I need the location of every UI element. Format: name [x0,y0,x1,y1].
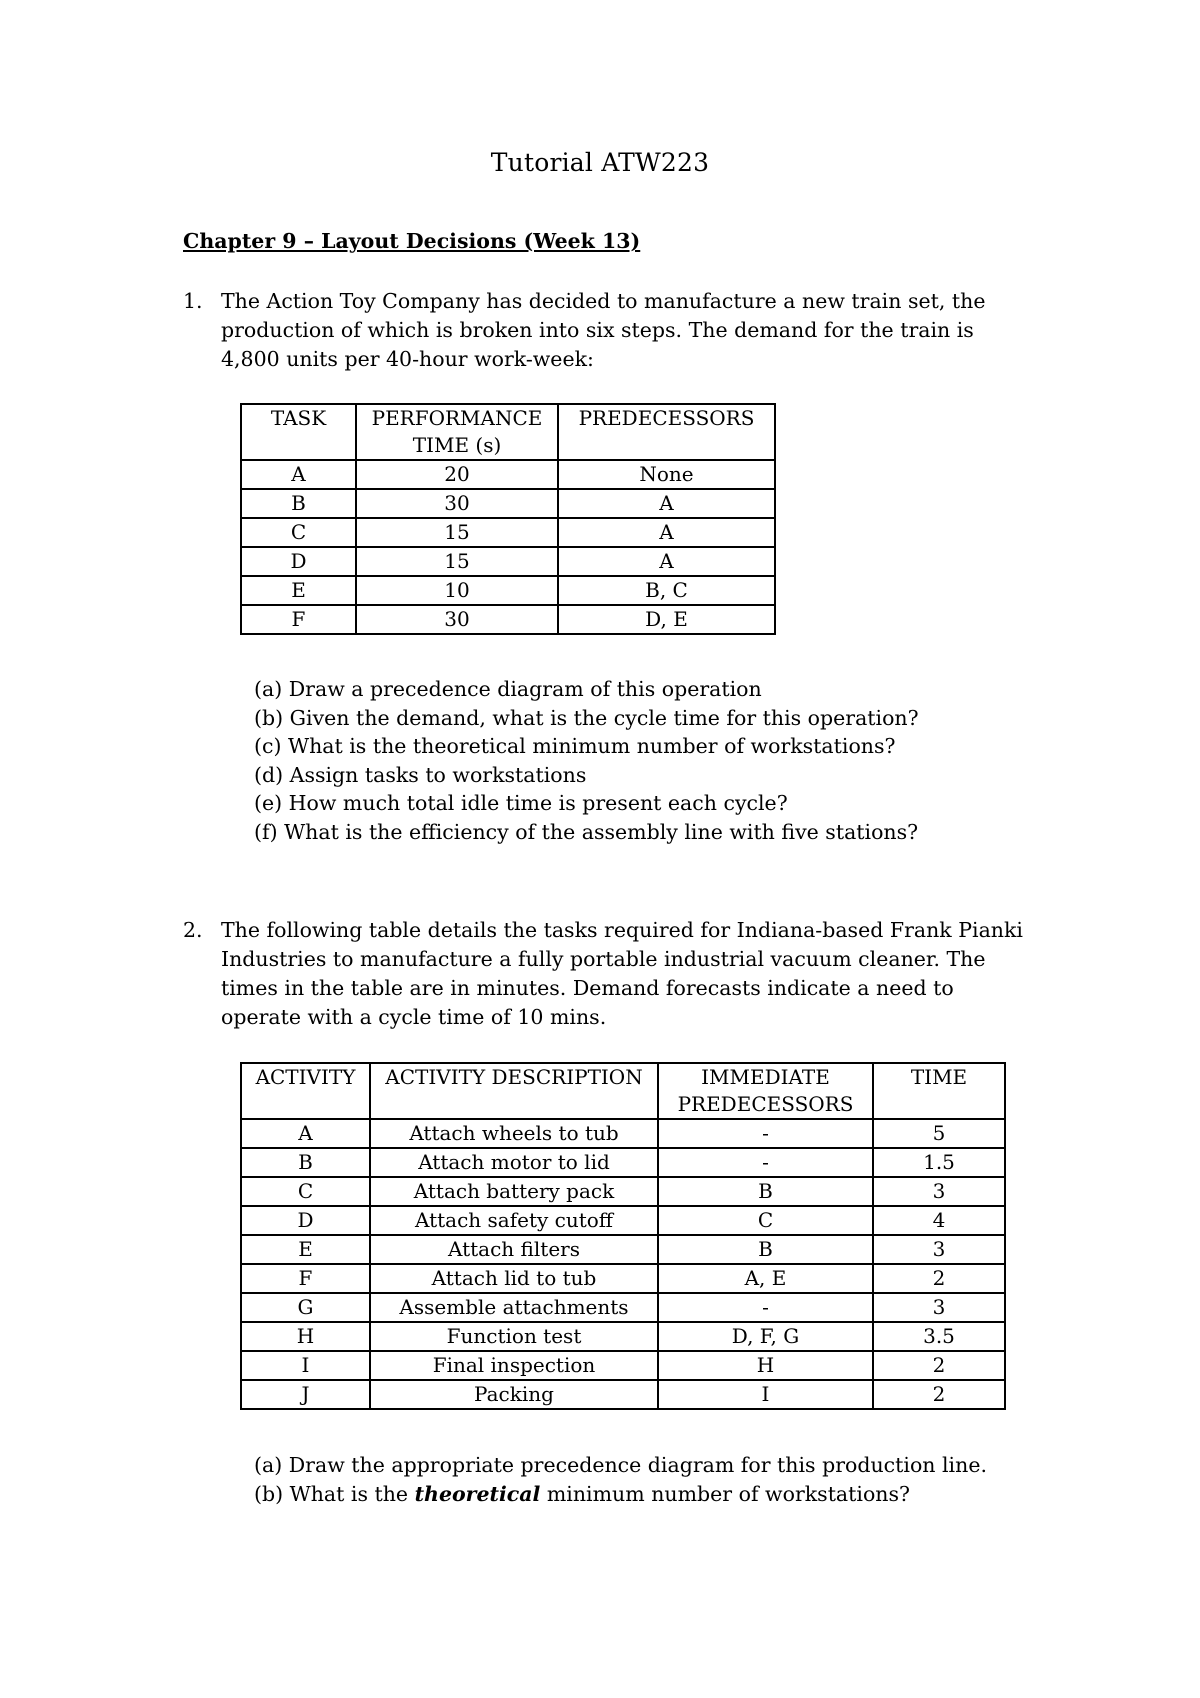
header-activity: ACTIVITY [241,1063,370,1119]
cell-predecessors: A [558,547,775,576]
cell-time: 2 [873,1380,1005,1409]
cell-time: 2 [873,1264,1005,1293]
table-row [241,518,775,547]
table-row [241,1380,1005,1409]
cell-description: Function test [370,1322,658,1351]
cell-description: Packing [370,1380,658,1409]
cell-description: Final inspection [370,1351,658,1380]
cell-description: Attach lid to tub [370,1264,658,1293]
cell-time: 3 [873,1177,1005,1206]
cell-predecessors: D, E [558,605,775,634]
cell-description: Attach wheels to tub [370,1119,658,1148]
question-1-number: 1. [183,289,203,313]
cell-time: 1.5 [873,1148,1005,1177]
cell-predecessors: - [658,1119,873,1148]
cell-predecessors: None [558,460,775,489]
cell-time: 3.5 [873,1322,1005,1351]
question-1-line: production of which is broken into six steps. The demand for the train is [221,318,974,342]
question-2-text [221,916,1023,1032]
table-row [241,1264,1005,1293]
subquestion: (c) What is the theoretical minimum number of workstations? [254,734,896,758]
table-row [241,1351,1005,1380]
cell-time: 30 [356,489,558,518]
activity-table [240,1062,1006,1410]
subquestion-text: minimum number of workstations? [540,1481,910,1506]
header-task: TASK [241,404,356,460]
subquestion-text: (b) What is the [254,1481,415,1506]
cell-activity: I [241,1351,370,1380]
subquestion [254,1480,987,1509]
cell-task: B [241,489,356,518]
cell-activity: B [241,1148,370,1177]
question-1-line: 4,800 units per 40-hour work-week: [221,347,594,371]
cell-time: 2 [873,1351,1005,1380]
cell-activity: H [241,1322,370,1351]
cell-activity: F [241,1264,370,1293]
subquestion: (a) Draw a precedence diagram of this operation [254,677,762,701]
cell-predecessors: C [658,1206,873,1235]
table-row [241,460,775,489]
cell-predecessors: A [558,489,775,518]
cell-predecessors: B [658,1235,873,1264]
question-2-line: operate with a cycle time of 10 mins. [221,1005,607,1029]
question-2-line: The following table details the tasks required for Indiana-based Frank Pianki [221,918,1023,942]
question-1-subquestions [254,675,919,846]
subquestion: (b) Given the demand, what is the cycle time for this operation? [254,705,919,730]
cell-predecessors: I [658,1380,873,1409]
chapter-heading: Chapter 9 – Layout Decisions (Week 13) [183,229,641,253]
cell-task: C [241,518,356,547]
header-time: TIME [873,1063,1005,1119]
cell-activity: A [241,1119,370,1148]
cell-activity: J [241,1380,370,1409]
cell-description: Attach battery pack [370,1177,658,1206]
cell-description: Assemble attachments [370,1293,658,1322]
question-2-subquestions [254,1451,987,1508]
cell-predecessors: H [658,1351,873,1380]
table-row [241,605,775,634]
cell-predecessors: - [658,1148,873,1177]
cell-task: D [241,547,356,576]
cell-time: 10 [356,576,558,605]
cell-activity: D [241,1206,370,1235]
task-table-header-row [241,404,775,460]
cell-description: Attach filters [370,1235,658,1264]
table-row [241,1235,1005,1264]
table-row [241,547,775,576]
subquestion: (e) How much total idle time is present each cycle? [254,791,788,815]
cell-time: 20 [356,460,558,489]
question-1-text [221,287,985,374]
cell-description: Attach safety cutoff [370,1206,658,1235]
header-performance-time: PERFORMANCE TIME (s) [356,404,558,460]
cell-predecessors: B, C [558,576,775,605]
table-row [241,1177,1005,1206]
question-2-number: 2. [183,918,203,942]
question-2-line: Industries to manufacture a fully portable industrial vacuum cleaner. The [221,947,986,971]
question-2-line: times in the table are in minutes. Demand forecasts indicate a need to [221,976,954,1000]
cell-predecessors: D, F, G [658,1322,873,1351]
cell-task: A [241,460,356,489]
subquestion: (d) Assign tasks to workstations [254,762,587,787]
table-row [241,1119,1005,1148]
cell-predecessors: - [658,1293,873,1322]
activity-table-header-row [241,1063,1005,1119]
header-immediate-predecessors: IMMEDIATE PREDECESSORS [658,1063,873,1119]
task-table [240,403,776,635]
question-1-line: The Action Toy Company has decided to manufacture a new train set, the [221,289,986,313]
subquestion-emphasis: theoretical [414,1481,541,1506]
table-row [241,489,775,518]
subquestion: (a) Draw the appropriate precedence diagram for this production line. [254,1453,987,1477]
cell-time: 5 [873,1119,1005,1148]
cell-time: 15 [356,518,558,547]
cell-time: 3 [873,1235,1005,1264]
cell-description: Attach motor to lid [370,1148,658,1177]
cell-predecessors: A [558,518,775,547]
header-activity-description: ACTIVITY DESCRIPTION [370,1063,658,1119]
header-predecessors: PREDECESSORS [558,404,775,460]
cell-activity: E [241,1235,370,1264]
cell-time: 3 [873,1293,1005,1322]
cell-predecessors: B [658,1177,873,1206]
table-row [241,1148,1005,1177]
cell-predecessors: A, E [658,1264,873,1293]
cell-time: 15 [356,547,558,576]
subquestion: (f) What is the efficiency of the assembly line with five stations? [254,819,919,844]
table-row [241,1293,1005,1322]
cell-task: E [241,576,356,605]
cell-task: F [241,605,356,634]
table-row [241,576,775,605]
table-row [241,1322,1005,1351]
table-row [241,1206,1005,1235]
cell-time: 30 [356,605,558,634]
page-title: Tutorial ATW223 [490,148,710,177]
cell-time: 4 [873,1206,1005,1235]
cell-activity: C [241,1177,370,1206]
cell-activity: G [241,1293,370,1322]
